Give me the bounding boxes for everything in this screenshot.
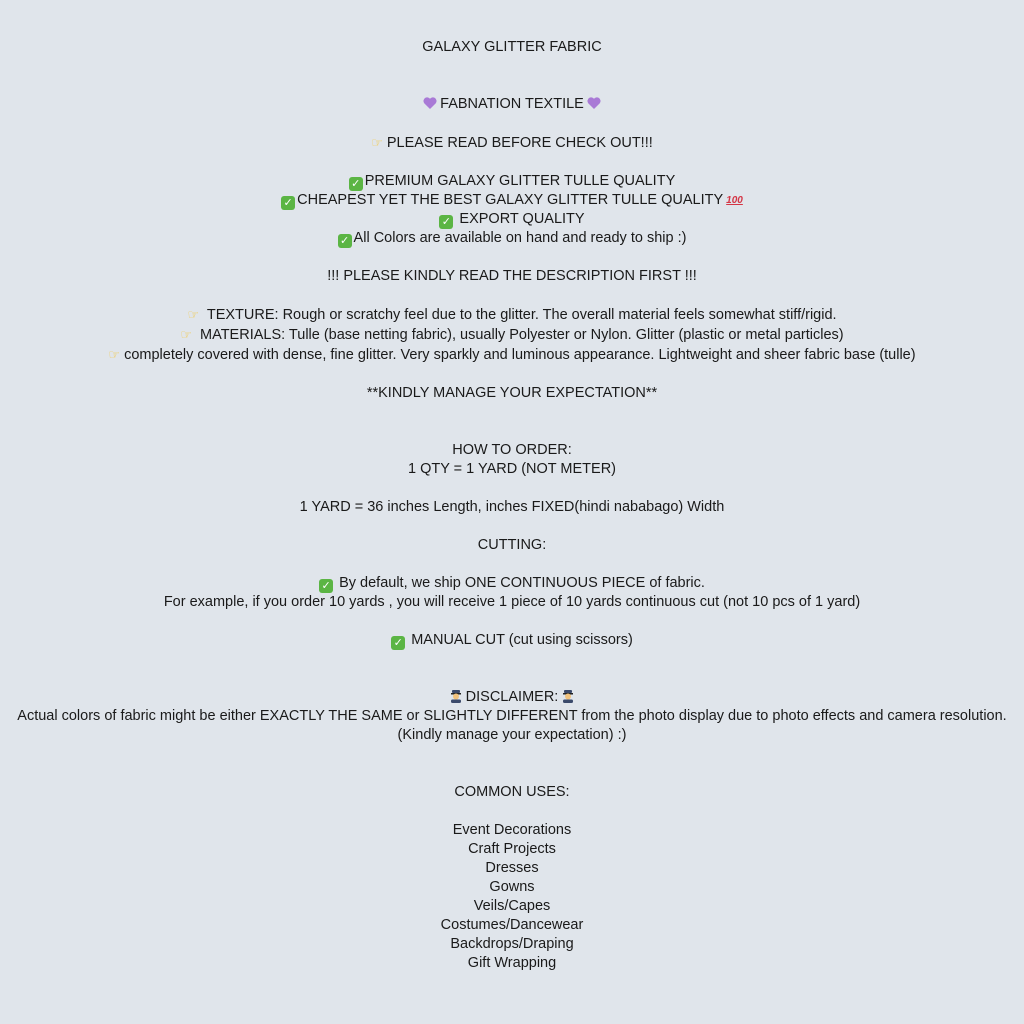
cutting-heading: CUTTING: (477, 537, 547, 553)
hundred-points-icon: 100 (726, 195, 743, 206)
read-notice: PLEASE READ BEFORE CHECK OUT!!! (386, 135, 653, 151)
read-notice-line (0, 133, 1024, 153)
disclaimer-heading: DISCLAIMER: (465, 689, 559, 705)
check-mark-icon: ✓ (439, 215, 453, 229)
list-item: Dresses (485, 860, 539, 876)
quality-point: ✓ EXPORT QUALITY (0, 210, 1024, 229)
police-officer-icon (449, 689, 463, 703)
check-mark-icon: ✓ (338, 234, 352, 248)
cutting-default: ✓ By default, we ship ONE CONTINUOUS PIECE of fabric. (0, 574, 1024, 593)
check-mark-icon: ✓ (349, 177, 363, 191)
list-item: Craft Projects (468, 841, 556, 857)
list-item: Backdrops/Draping (450, 936, 574, 952)
police-officer-icon (561, 689, 575, 703)
product-description (0, 38, 1024, 973)
detail-appearance: ☞ completely covered with dense, fine glitter. Very sparkly and luminous appearance. Lightweight and sheer fabric base (tulle) (108, 347, 916, 363)
list-item: Costumes/Dancewear (440, 917, 584, 933)
detail-materials: ☞ MATERIALS: Tulle (base netting fabric), usually Polyester or Nylon. Glitter (plastic or metal particles) (180, 327, 844, 343)
check-mark-icon: ✓ (391, 636, 405, 650)
pointing-hand-icon: ☞ (187, 307, 200, 322)
shop-name: FABNATION TEXTILE (440, 96, 584, 112)
purple-heart-icon (423, 97, 437, 109)
cutting-example: For example, if you order 10 yards , you will receive 1 piece of 10 yards continuous cut (not 10 pcs of 1 yard) (163, 594, 861, 610)
check-mark-icon: ✓ (319, 579, 333, 593)
description-notice: !!! PLEASE KINDLY READ THE DESCRIPTION FIRST !!! (327, 268, 697, 284)
expectation-notice: **KINDLY MANAGE YOUR EXPECTATION** (366, 385, 658, 401)
list-item: Veils/Capes (473, 898, 551, 914)
check-mark-icon: ✓ (281, 196, 295, 210)
pointing-hand-icon: ☞ (180, 327, 192, 342)
quality-point: ✓ All Colors are available on hand and ready to ship :) (0, 229, 1024, 248)
list-item: Event Decorations (452, 822, 572, 838)
list-item: Gowns (489, 879, 535, 895)
purple-heart-icon (587, 97, 601, 109)
disclaimer-text: Actual colors of fabric might be either EXACTLY THE SAME or SLIGHTLY DIFFERENT from the photo display due to photo effects and camera resolution. (17, 708, 1007, 724)
order-heading: HOW TO ORDER: (452, 442, 572, 458)
pointing-hand-icon: ☞ (108, 347, 121, 362)
disclaimer-heading-line (0, 688, 1024, 707)
cutting-manual: ✓ MANUAL CUT (cut using scissors) (0, 631, 1024, 650)
page-title: GALAXY GLITTER FABRIC (422, 39, 602, 55)
pointing-hand-icon: ☞ (371, 135, 383, 150)
detail-texture: ☞ TEXTURE: Rough or scratchy feel due to the glitter. The overall material feels somewhat stiff/rigid. (187, 307, 837, 323)
disclaimer-note: (Kindly manage your expectation) :) (397, 727, 627, 743)
quality-point: ✓ CHEAPEST YET THE BEST GALAXY GLITTER TULLE QUALITY 100 (0, 191, 1024, 210)
quality-point: ✓ PREMIUM GALAXY GLITTER TULLE QUALITY (0, 172, 1024, 191)
order-qty: 1 QTY = 1 YARD (NOT METER) (407, 461, 616, 477)
uses-heading: COMMON USES: (454, 784, 570, 800)
shop-name-line (0, 95, 1024, 114)
order-yard: 1 YARD = 36 inches Length, inches FIXED(hindi nababago) Width (299, 499, 725, 515)
list-item: Gift Wrapping (467, 955, 557, 971)
